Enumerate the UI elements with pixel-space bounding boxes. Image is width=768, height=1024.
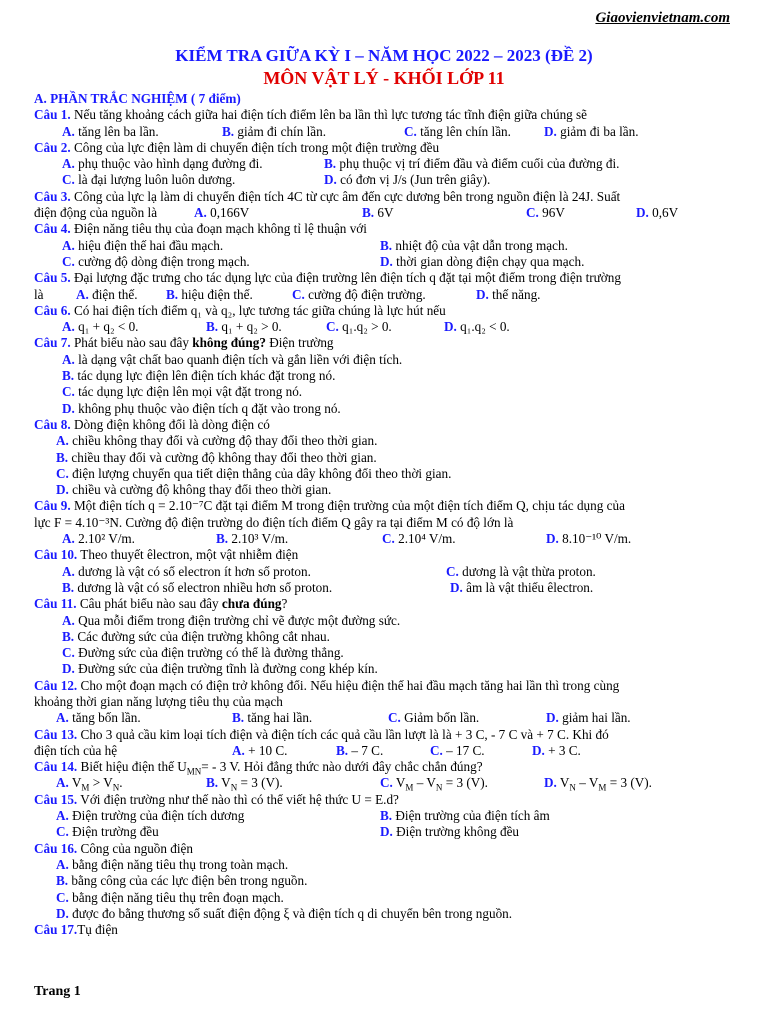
- question-10-options-bd: B. dương là vật có số electron nhiều hơn số proton. D. âm là vật thiếu êlectron.: [62, 579, 594, 595]
- question-1: Câu 1. Nếu tăng khoảng cách giữa hai điện tích điểm lên ba lần thì lực tương tác tĩnh điện giữa chúng sẽ: [34, 107, 588, 123]
- question-8-option-a: A. chiều không thay đổi và cường độ thay đổi theo thời gian.: [56, 433, 378, 449]
- question-17: Câu 17.Tụ điện: [34, 922, 118, 938]
- question-11-option-b: B. Các đường sức của điện trường không cắt nhau.: [62, 628, 330, 644]
- question-8-option-c: C. điện lượng chuyển qua tiết diện thẳng của dây không đổi theo thời gian.: [56, 465, 452, 481]
- question-10-options-ac: A. dương là vật có số electron ít hơn số proton. C. dương là vật thừa proton.: [62, 563, 596, 579]
- question-14: Câu 14. Biết hiệu điện thế $U_{MN}= - 3$ V. Hỏi đẳng thức nào dưới đây chắc chắn đúng?: [34, 759, 483, 777]
- question-12-options: A. tăng bốn lần. B. tăng hai lần. C. Giảm bốn lần. D. giảm hai lần.: [56, 710, 631, 726]
- question-3-options: điện động của nguồn là A. 0,166V B. 6V C. 96V D. 0,6V: [34, 205, 679, 221]
- question-4: Câu 4. Điện năng tiêu thụ của đoạn mạch không tỉ lệ thuận với: [34, 221, 367, 237]
- question-7-option-d: D. không phụ thuộc vào điện tích q đặt vào trong nó.: [62, 400, 341, 416]
- question-7-option-c: C. tác dụng lực điện lên mọi vật đặt trong nó.: [62, 384, 303, 400]
- question-9-cont: lực F = 4.10⁻³N. Cường độ điện trường do điện tích điểm Q gây ra tại điểm M có độ lớn là: [34, 514, 514, 530]
- question-11-option-c: C. Đường sức của điện trường có thể là đường thẳng.: [62, 645, 344, 661]
- question-3: Câu 3. Công của lực lạ làm di chuyển điện tích 4C từ cực âm đến cực dương bên trong nguồn điện là 24J. Suất: [34, 188, 621, 204]
- question-4-options-cd: C. cường độ dòng điện trong mạch. D. thời gian dòng điện chạy qua mạch.: [62, 253, 585, 269]
- question-12: Câu 12. Cho một đoạn mạch có điện trở không đổi. Nếu hiệu điện thế hai đầu mạch tăng hai lần thì trong cùng: [34, 677, 620, 693]
- site-watermark[interactable]: Giaovienvietnam.com: [595, 10, 730, 26]
- question-11: Câu 11. Câu phát biểu nào sau đây chưa đúng?: [34, 596, 288, 612]
- question-9-options: A. 2.10² V/m. B. 2.10³ V/m. C. 2.10⁴ V/m. D. 8.10⁻¹⁰ V/m.: [62, 531, 632, 547]
- question-16-option-b: B. bằng công của các lực điện bên trong nguồn.: [56, 873, 308, 889]
- question-16: Câu 16. Công của nguồn điện: [34, 840, 193, 856]
- question-2-options-cd: C. là đại lượng luôn luôn dương. D. có đơn vị J/s (Jun trên giây).: [62, 172, 491, 188]
- question-2: Câu 2. Công của lực điện làm di chuyển điện tích trong một điện trường đều: [34, 139, 440, 155]
- question-16-option-c: C. bằng điện năng tiêu thụ trên đoạn mạch.: [56, 889, 284, 905]
- question-13: Câu 13. Cho 3 quả cầu kim loại tích điện và điện tích các quả cầu lần lượt là là + 3 C, - 7 C và + 7 C. Khi đó: [34, 726, 609, 742]
- question-7-option-b: B. tác dụng lực điện lên điện tích khác đặt trong nó.: [62, 368, 336, 384]
- page-number: Trang 1: [34, 984, 81, 999]
- question-4-options-ab: A. hiệu điện thế hai đầu mạch. B. nhiệt độ của vật dẫn trong mạch.: [62, 237, 568, 253]
- question-10: Câu 10. Theo thuyết êlectron, một vật nhiễm điện: [34, 547, 299, 563]
- section-heading: A. PHẦN TRẮC NGHIỆM ( 7 điểm): [34, 91, 241, 106]
- question-8-option-b: B. chiều thay đổi và cường độ không thay đổi theo thời gian.: [56, 449, 377, 465]
- question-7-option-a: A. là dạng vật chất bao quanh điện tích và gắn liền với điện tích.: [62, 351, 403, 367]
- question-15-options-cd: C. Điện trường đều D. Điện trường không đều: [56, 824, 520, 840]
- question-15: Câu 15. Với điện trường như thế nào thì có thể viết hệ thức U = E.d?: [34, 791, 399, 807]
- question-8: Câu 8. Dòng điện không đổi là dòng điện có: [34, 416, 270, 432]
- exam-body: [34, 91, 734, 938]
- question-11-option-a: A. Qua mỗi điểm trong điện trường chỉ vẽ được một đường sức.: [62, 612, 401, 628]
- question-16-option-a: A. bằng điện năng tiêu thụ trong toàn mạch.: [56, 856, 289, 872]
- question-11-option-d: D. Đường sức của điện trường tĩnh là đường cong khép kín.: [62, 661, 378, 677]
- question-1-options: A. tăng lên ba lần. B. giảm đi chín lần. C. tăng lên chín lần. D. giảm đi ba lần.: [62, 123, 639, 139]
- question-16-option-d: D. được đo bằng thương số suất điện động ξ và điện tích q di chuyển bên trong nguồn.: [56, 905, 513, 921]
- question-14-options: A. $V_M > V_N$. B. $V_N = 3$ (V). C. $V_M - V_N = 3$ (V). D. $V_N - V_M = 3$ (V).: [56, 775, 652, 794]
- question-15-options-ab: A. Điện trường của điện tích dương B. Điện trường của điện tích âm: [56, 808, 550, 824]
- subject-title: MÔN VẬT LÝ - KHỐI LỚP 11: [263, 68, 505, 88]
- question-7: Câu 7. Phát biểu nào sau đây không đúng? Điện trường: [34, 335, 334, 351]
- question-13-options: điện tích của hệ A. + 10 C. B. – 7 C. C. – 17 C. D. + 3 C.: [34, 742, 581, 758]
- question-9: Câu 9. Một điện tích q = 2.10⁻⁷C đặt tại điểm M trong điện trường của một điện tích điểm Q, chịu tác dụng của: [34, 498, 625, 514]
- question-6: Câu 6. Có hai điện tích điểm q₁ và q₂, lực tương tác giữa chúng là lực hút nếu: [34, 302, 446, 318]
- question-5: Câu 5. Đại lượng đặc trưng cho tác dụng lực của điện trường lên điện tích q đặt tại một điểm trong điện trường: [34, 270, 621, 286]
- question-2-options-ab: A. phụ thuộc vào hình dạng đường đi. B. phụ thuộc vị trí điểm đầu và điểm cuối của đường đi.: [62, 156, 620, 172]
- question-5-options: là A. điện thế. B. hiệu điện thế. C. cường độ điện trường. D. thế năng.: [34, 286, 541, 302]
- question-8-option-d: D. chiều và cường độ không thay đổi theo thời gian.: [56, 482, 332, 498]
- question-12-cont: khoảng thời gian năng lượng tiêu thụ của mạch: [34, 693, 283, 709]
- question-6-options: A. q₁ + q₂ < 0. B. q₁ + q₂ > 0. C. q₁.q₂ > 0. D. q₁.q₂ < 0.: [62, 319, 510, 335]
- exam-title: KIỂM TRA GIỮA KỲ I – NĂM HỌC 2022 – 2023 (ĐỀ 2): [175, 46, 593, 65]
